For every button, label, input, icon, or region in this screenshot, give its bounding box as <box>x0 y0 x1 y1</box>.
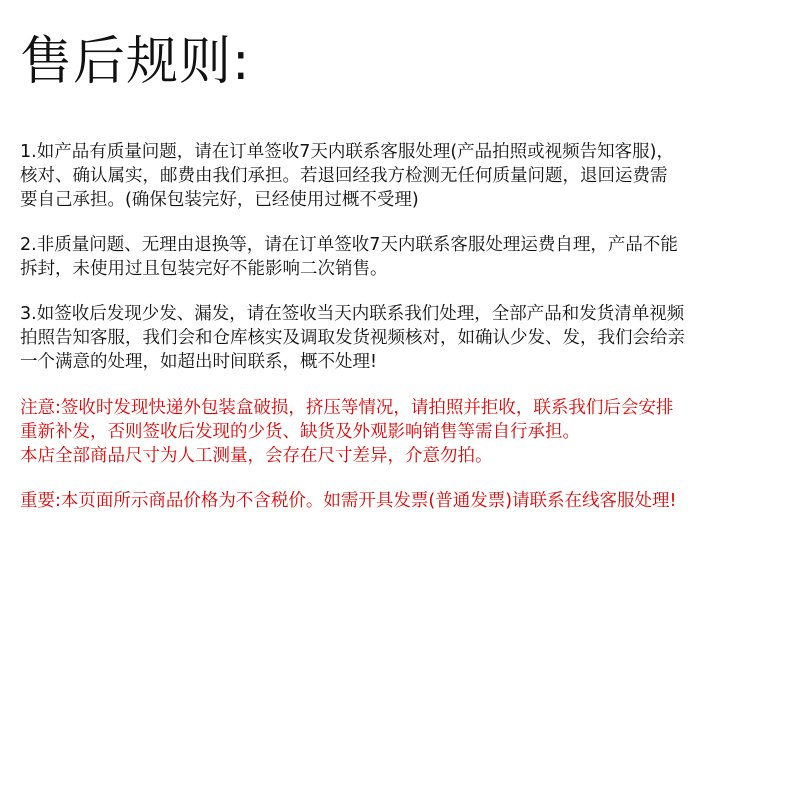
rule-line: 一个满意的处理，如超出时间联系，概不处理! <box>20 352 378 372</box>
rule-line: 核对、确认属实，邮费由我们承担。若退回经我方检测无任何质量问题，退回运费需 <box>20 166 668 186</box>
notice-line: 本店全部商品尺寸为人工测量，会存在尺寸差异，介意勿拍。 <box>20 446 493 466</box>
notice-line: 重新补发，否则签收后发现的少货、缺货及外观影响销售等需自行承担。 <box>20 422 580 442</box>
rule-missing-items <box>20 302 780 374</box>
notice-line: 注意:签收时发现快递外包装盒破损，挤压等情况，请拍照并拒收，联系我们后会安排 <box>20 398 674 418</box>
page-title: 售后规则: <box>20 32 251 92</box>
rule-line: 拆封，未使用过且包装完好不能影响二次销售。 <box>20 259 388 279</box>
rule-line: 要自己承担。(确保包装完好，已经使用过概不受理) <box>20 190 419 210</box>
rule-quality-issue <box>20 140 780 212</box>
rule-line: 3.如签收后发现少发、漏发，请在签收当天内联系我们处理，全部产品和发货清单视频 <box>20 304 685 324</box>
notice-section <box>20 396 780 468</box>
rule-non-quality-return <box>20 233 780 281</box>
important-line: 重要:本页面所示商品价格为不含税价。如需开具发票(普通发票)请联系在线客服处理! <box>20 491 677 511</box>
rule-line: 拍照告知客服，我们会和仓库核实及调取发货视频核对，如确认少发、发，我们会给亲 <box>20 328 685 348</box>
rule-line: 1.如产品有质量问题，请在订单签收7天内联系客服处理(产品拍照或视频告知客服)， <box>20 142 674 162</box>
important-section <box>20 489 780 513</box>
rule-line: 2.非质量问题、无理由退换等，请在订单签收7天内联系客服处理运费自理，产品不能 <box>20 235 678 255</box>
